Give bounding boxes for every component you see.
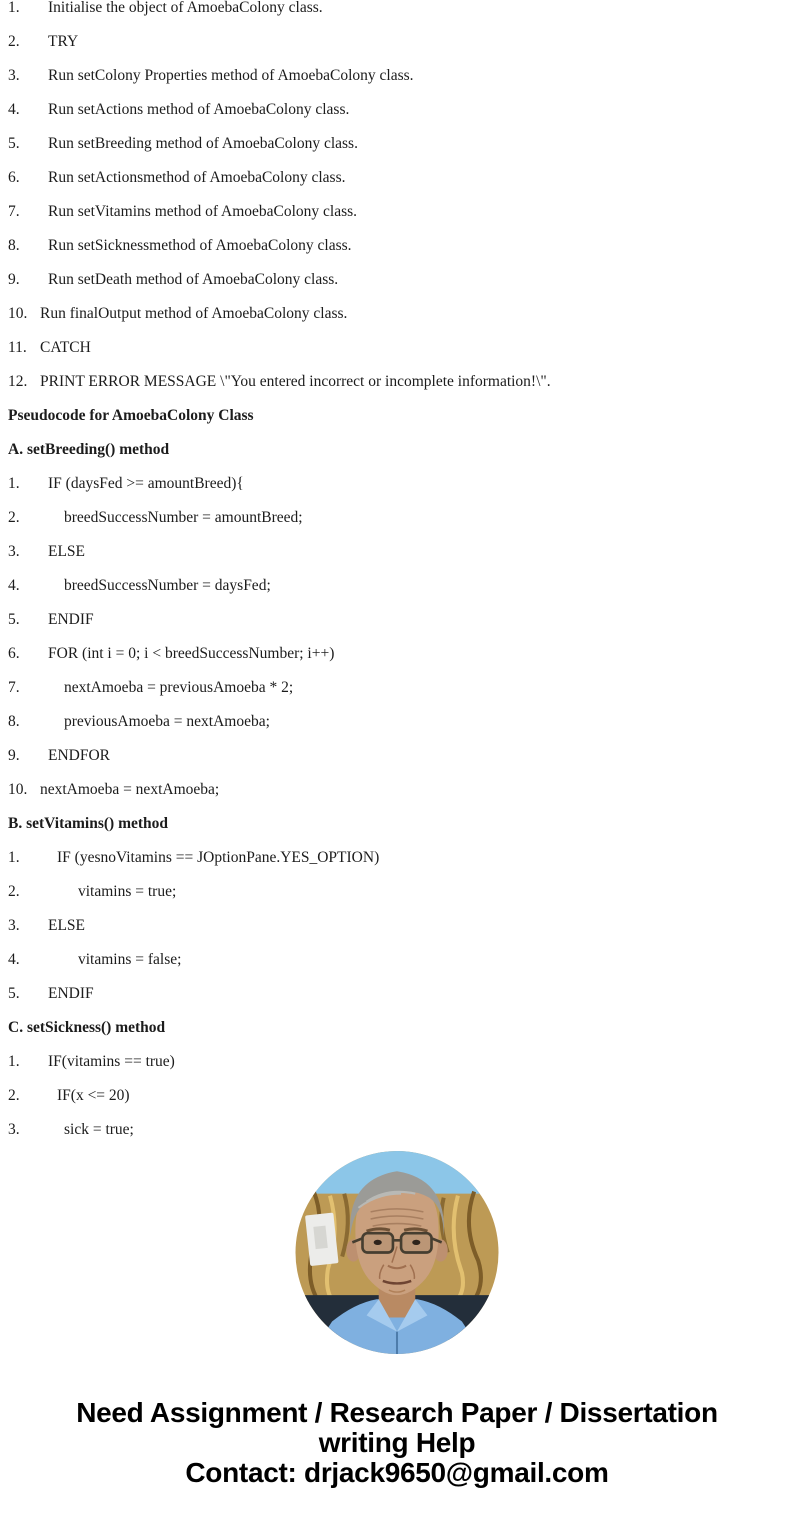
doc-line [0, 943, 794, 977]
doc-line-text: sick = true; [64, 1121, 134, 1138]
doc-line [0, 569, 794, 603]
doc-line [0, 297, 794, 331]
doc-line-number: 4. [8, 951, 20, 968]
doc-line-number: 2. [8, 33, 20, 50]
eye-left [374, 1240, 382, 1245]
doc-line-text: PRINT ERROR MESSAGE \"You entered incorrect or incomplete information!\". [40, 373, 551, 390]
doc-line-number: 10. [8, 305, 28, 322]
doc-line [0, 739, 794, 773]
doc-line [0, 603, 794, 637]
doc-line-text: ELSE [48, 543, 86, 560]
doc-line-number: 5. [8, 135, 20, 152]
doc-line-text: TRY [48, 33, 79, 50]
doc-line-number: 3. [8, 917, 20, 934]
footer-line-2: writing Help [318, 1427, 476, 1458]
doc-line-text: vitamins = true; [78, 883, 177, 900]
eye-right [412, 1240, 420, 1245]
doc-line-number: 7. [8, 203, 20, 220]
doc-line-number: 11. [8, 339, 27, 356]
doc-line-text: Run finalOutput method of AmoebaColony class. [40, 305, 348, 322]
doc-line-number: 1. [8, 0, 20, 16]
doc-line [0, 1113, 794, 1147]
doc-line-number: 8. [8, 713, 20, 730]
doc-line-number: 1. [8, 849, 20, 866]
doc-line-text: A. setBreeding() method [8, 441, 170, 458]
doc-line [0, 841, 794, 875]
doc-line-text: previousAmoeba = nextAmoeba; [64, 713, 270, 730]
doc-line-number: 12. [8, 373, 28, 390]
doc-line [0, 467, 794, 501]
footer-line-3: Contact: drjack9650@gmail.com [185, 1457, 609, 1488]
doc-line-number: 1. [8, 475, 20, 492]
doc-line-text: nextAmoeba = previousAmoeba * 2; [64, 679, 294, 696]
doc-line [0, 773, 794, 807]
doc-line [0, 263, 794, 297]
doc-line-text: nextAmoeba = nextAmoeba; [40, 781, 220, 798]
doc-line [0, 433, 794, 467]
doc-line [0, 161, 794, 195]
doc-line-number: 6. [8, 169, 20, 186]
doc-line-text: Run setDeath method of AmoebaColony class. [48, 271, 339, 288]
doc-line-text: Pseudocode for AmoebaColony Class [8, 407, 254, 424]
doc-line-text: Run setSicknessmethod of AmoebaColony class. [48, 237, 352, 254]
doc-line-text: C. setSickness() method [8, 1019, 166, 1036]
doc-line [0, 1045, 794, 1079]
doc-line-number: 3. [8, 67, 20, 84]
doc-line [0, 59, 794, 93]
doc-line [0, 365, 794, 399]
doc-line-text: IF (yesnoVitamins == JOptionPane.YES_OPTION) [57, 849, 380, 866]
doc-line-text: IF(x <= 20) [57, 1087, 130, 1104]
doc-line-text: ELSE [48, 917, 86, 934]
presenter-photo [296, 1151, 499, 1354]
doc-line-number: 6. [8, 645, 20, 662]
doc-line-text: ENDIF [48, 611, 94, 628]
doc-line [0, 671, 794, 705]
doc-line [0, 501, 794, 535]
doc-line-number: 5. [8, 985, 20, 1002]
doc-line-number: 4. [8, 577, 20, 594]
doc-line-number: 7. [8, 679, 20, 696]
doc-line [0, 909, 794, 943]
doc-line [0, 875, 794, 909]
doc-line [0, 93, 794, 127]
doc-line-number: 1. [8, 1053, 20, 1070]
doc-line-text: Initialise the object of AmoebaColony class. [48, 0, 323, 16]
doc-line-text: ENDFOR [48, 747, 111, 764]
doc-line-text: FOR (int i = 0; i < breedSuccessNumber; i++) [48, 645, 335, 662]
doc-line-text: Run setColony Properties method of AmoebaColony class. [48, 67, 414, 84]
doc-line-text: vitamins = false; [78, 951, 182, 968]
doc-line-number: 2. [8, 883, 20, 900]
doc-line-text: breedSuccessNumber = daysFed; [64, 577, 271, 594]
doc-line-number: 2. [8, 1087, 20, 1104]
doc-line [0, 127, 794, 161]
doc-line [0, 331, 794, 365]
doc-line-text: Run setActions method of AmoebaColony class. [48, 101, 350, 118]
doc-line [0, 807, 794, 841]
doc-line-text: B. setVitamins() method [8, 815, 169, 832]
doc-line-text: Run setVitamins method of AmoebaColony class. [48, 203, 358, 220]
doc-line [0, 195, 794, 229]
presenter-avatar-graphic [296, 1151, 499, 1354]
doc-line-text: CATCH [40, 339, 91, 356]
doc-line-number: 4. [8, 101, 20, 118]
doc-line [0, 977, 794, 1011]
doc-line-number: 9. [8, 271, 20, 288]
doc-line-number: 8. [8, 237, 20, 254]
switch-plate [305, 1213, 339, 1266]
doc-line [0, 535, 794, 569]
doc-line-number: 9. [8, 747, 20, 764]
doc-line [0, 399, 794, 433]
footer-banner [0, 1398, 794, 1488]
doc-line-text: IF (daysFed >= amountBreed){ [48, 475, 244, 492]
doc-line-number: 2. [8, 509, 20, 526]
doc-line [0, 1011, 794, 1045]
doc-line [0, 229, 794, 263]
doc-line [0, 637, 794, 671]
doc-line-text: IF(vitamins == true) [48, 1053, 175, 1070]
doc-line-number: 3. [8, 543, 20, 560]
doc-line [0, 25, 794, 59]
footer-line-1: Need Assignment / Research Paper / Dissertation [76, 1397, 718, 1428]
doc-line [0, 1079, 794, 1113]
doc-line-number: 5. [8, 611, 20, 628]
doc-line-number: 10. [8, 781, 28, 798]
doc-line-text: ENDIF [48, 985, 94, 1002]
doc-line-number: 3. [8, 1121, 20, 1138]
doc-line [0, 705, 794, 739]
doc-line-text: Run setBreeding method of AmoebaColony class. [48, 135, 358, 152]
doc-line-text: Run setActionsmethod of AmoebaColony class. [48, 169, 346, 186]
doc-line-text: breedSuccessNumber = amountBreed; [64, 509, 303, 526]
doc-line [0, 0, 794, 25]
